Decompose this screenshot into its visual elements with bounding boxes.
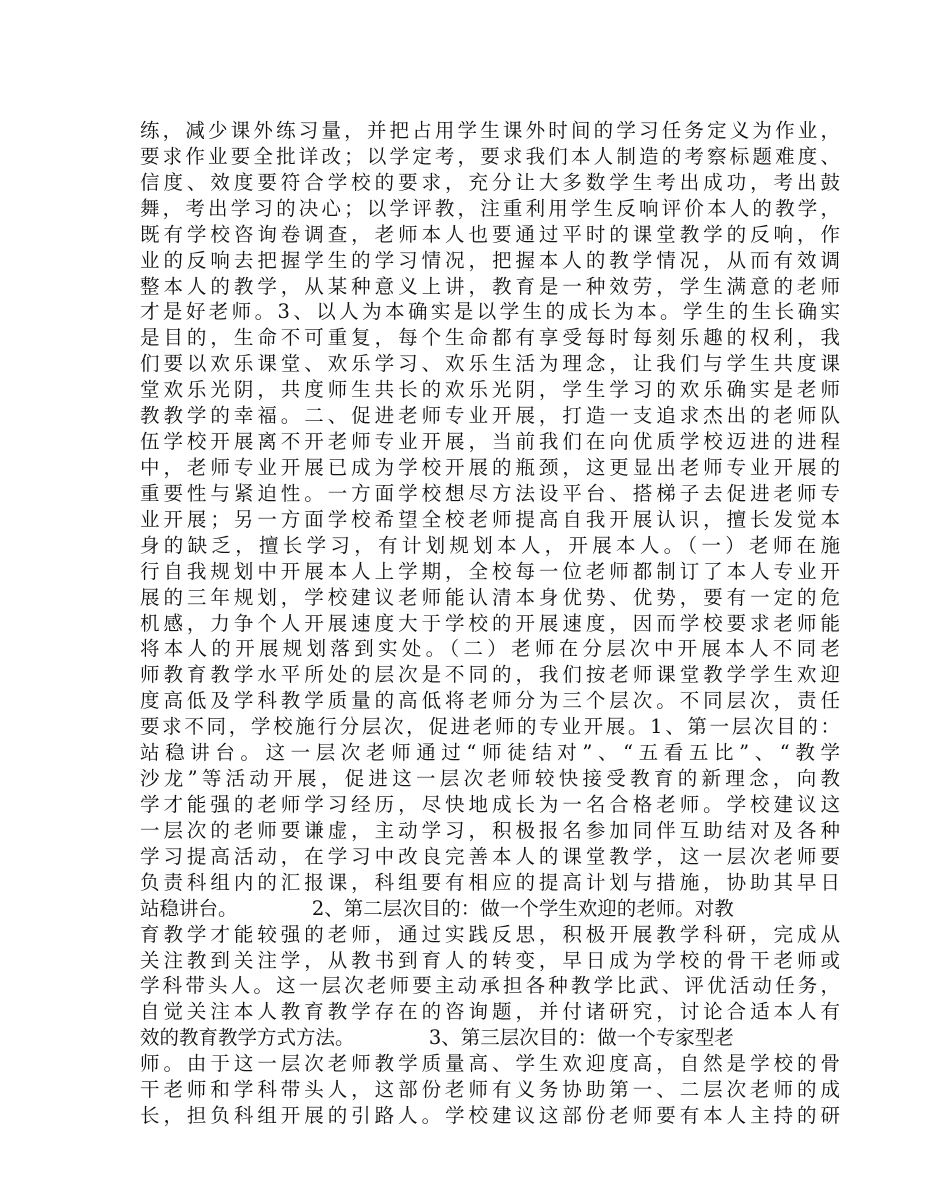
text-line: 度高低及学科教学质量的高低将老师分为三个层次。不同层次，责任 [140,689,840,713]
body-text [140,118,840,1129]
text-line: 干老师和学科带头人，这部份老师有义务协助第一、二层次老师的成 [140,1078,840,1102]
text-line: 师。由于这一层次老师教学质量高、学生欢迎度高，自然是学校的骨 [140,1052,840,1076]
text-line: 才是好老师。3、以人为本确实是以学生的成长为本。学生的生长确实 [140,300,840,324]
text-line: 师教育教学水平所处的层次是不同的，我们按老师课堂教学学生欢迎 [140,663,840,687]
text-line: 长，担负科组开展的引路人。学校建议这部份老师要有本人主持的研 [140,1104,840,1128]
text-line: 沙龙”等活动开展，促进这一层次老师较快接受教育的新理念，向教 [140,767,840,791]
text-line: 站稳讲台。 2、第二层次目的：做一个学生欢迎的老师。对教 [140,896,734,920]
text-line: 效的教育教学方式方法。 3、第三层次目的：做一个专家型老 [140,1026,734,1050]
text-line: 机感，力争个人开展速度大于学校的开展速度，因而学校要求老师能 [140,611,840,635]
text-line: 整本人的教学，从某种意义上讲，教育是一种效劳，学生满意的老师 [140,274,840,298]
text-line: 行自我规划中开展本人上学期，全校每一位老师都制订了本人专业开 [140,559,840,583]
text-line: 是目的，生命不可重复，每个生命都有享受每时每刻乐趣的权利，我 [140,326,840,350]
text-line: 学才能强的老师学习经历，尽快地成长为一名合格老师。学校建议这 [140,792,840,816]
text-line: 教教学的幸福。二、促进老师专业开展，打造一支追求杰出的老师队 [140,404,840,428]
text-line: 负责科组内的汇报课，科组要有相应的提高计划与措施，协助其早日 [140,870,840,894]
text-line: 身的缺乏，擅长学习，有计划规划本人，开展本人。（一）老师在施 [140,533,840,557]
text-line: 业的反响去把握学生的学习情况，把握本人的教学情况，从而有效调 [140,248,840,272]
text-line: 们要以欢乐课堂、欢乐学习、欢乐生活为理念，让我们与学生共度课 [140,352,840,376]
text-line: 伍学校开展离不开老师专业开展，当前我们在向优质学校迈进的进程 [140,430,840,454]
text-line: 要求不同，学校施行分层次，促进老师的专业开展。1、第一层次目的： [140,715,840,739]
text-line: 业开展；另一方面学校希望全校老师提高自我开展认识，擅长发觉本 [140,507,840,531]
text-line: 重要性与紧迫性。一方面学校想尽方法设平台、搭梯子去促进老师专 [140,481,840,505]
text-line: 自觉关注本人教育教学存在的咨询题，并付诸研究，讨论合适本人有 [140,1000,840,1024]
text-line: 既有学校咨询卷调查，老师本人也要通过平时的课堂教学的反响，作 [140,222,840,246]
text-line: 一层次的老师要谦虚，主动学习，积极报名参加同伴互助结对及各种 [140,818,840,842]
text-line: 学科带头人。这一层次老师要主动承担各种教学比武、评优活动任务， [140,974,840,998]
text-line: 要求作业要全批详改；以学定考，要求我们本人制造的考察标题难度、 [140,144,840,168]
text-line: 展的三年规划，学校建议老师能认清本身优势、优势，要有一定的危 [140,585,840,609]
text-line: 关注教到关注学，从教书到育人的转变，早日成为学校的骨干老师或 [140,948,840,972]
text-line: 学习提高活动，在学习中改良完善本人的课堂教学，这一层次老师要 [140,844,840,868]
text-line: 育教学才能较强的老师，通过实践反思，积极开展教学科研，完成从 [140,922,840,946]
text-line: 堂欢乐光阴，共度师生共长的欢乐光阴，学生学习的欢乐确实是老师 [140,378,840,402]
text-line: 信度、效度要符合学校的要求，充分让大多数学生考出成功，考出鼓 [140,170,840,194]
text-line: 站稳讲台。这一层次老师通过“师徒结对”、“五看五比”、“教学 [140,741,840,765]
text-line: 舞，考出学习的决心；以学评教，注重利用学生反响评价本人的教学， [140,196,840,220]
text-line: 中，老师专业开展已成为学校开展的瓶颈，这更显出老师专业开展的 [140,455,840,479]
text-line: 练，减少课外练习量，并把占用学生课外时间的学习任务定义为作业， [140,119,840,142]
text-line: 将本人的开展规划落到实处。（二）老师在分层次中开展本人不同老 [140,637,840,661]
